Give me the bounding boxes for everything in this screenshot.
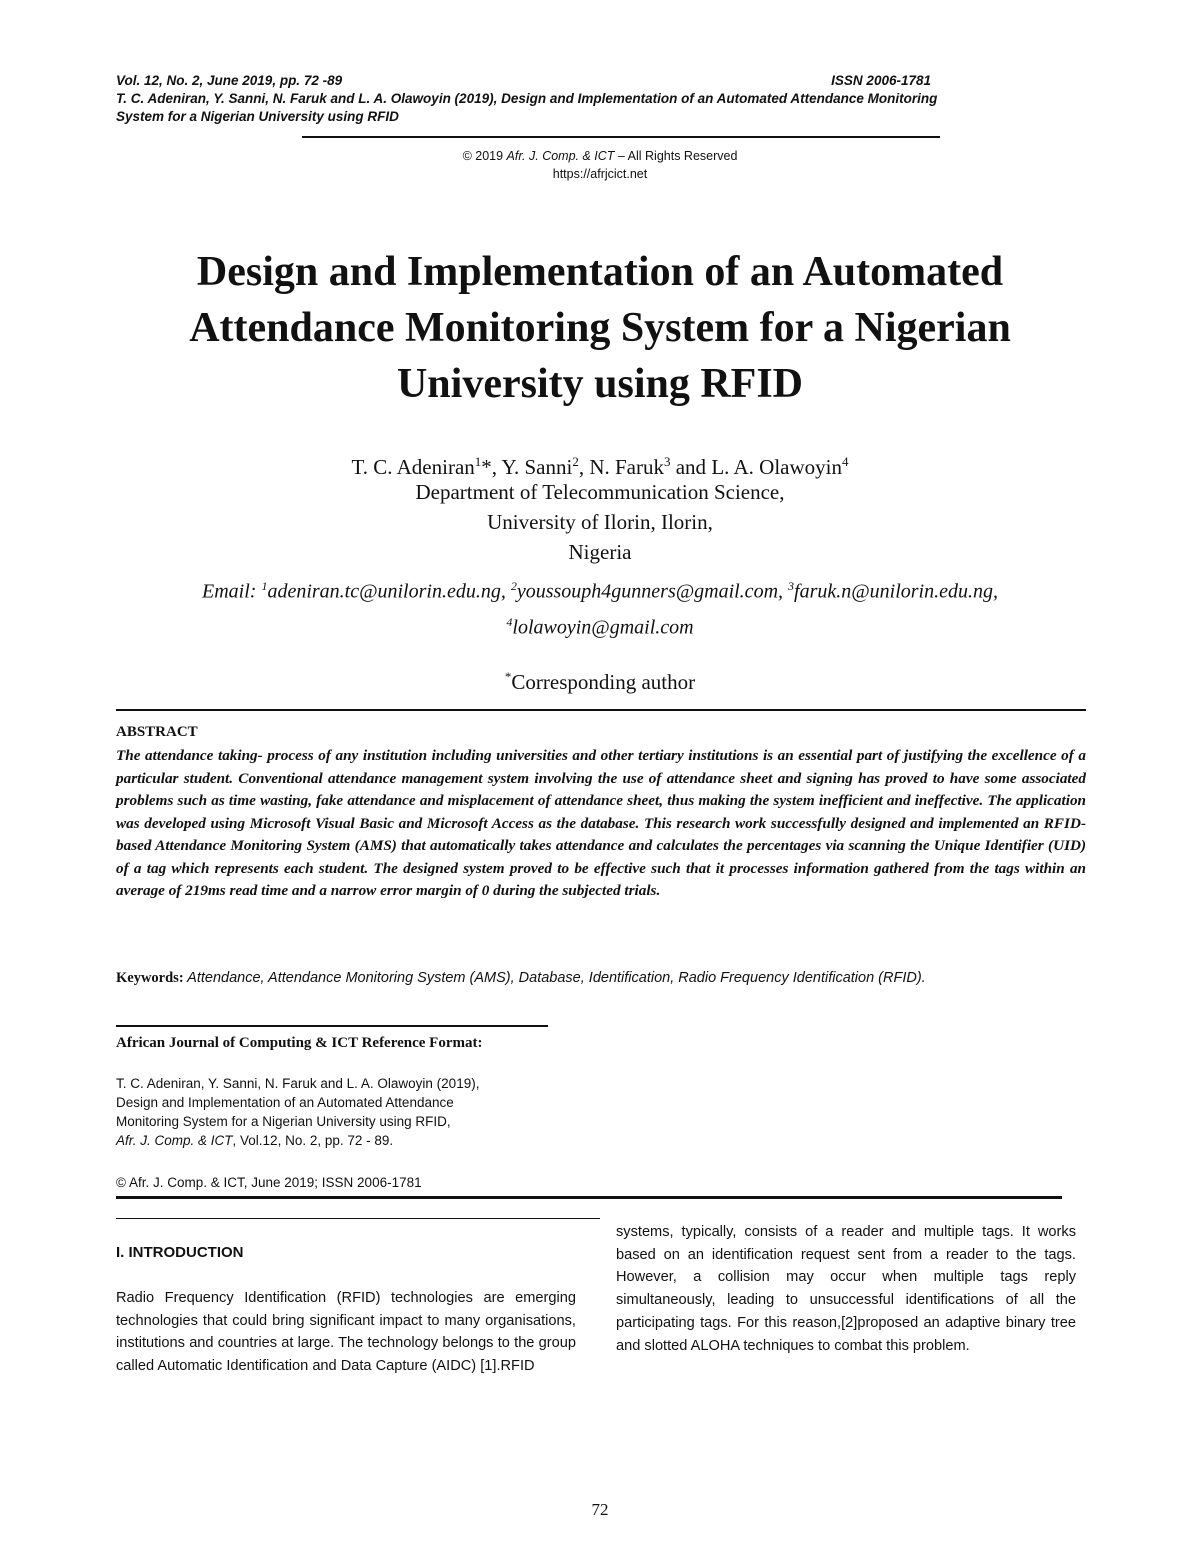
running-header bbox=[116, 72, 1091, 126]
reference-line2: Design and Implementation of an Automated Attendance bbox=[116, 1095, 454, 1110]
header-divider bbox=[302, 136, 940, 138]
copyright-prefix: © 2019 bbox=[462, 149, 507, 163]
reference-rule bbox=[116, 1025, 548, 1027]
header-issn: ISSN 2006-1781 bbox=[831, 73, 931, 88]
reference-copyright: © Afr. J. Comp. & ICT, June 2019; ISSN 2006-1781 bbox=[116, 1175, 422, 1190]
email-4[interactable]: lolawoyin@gmail.com bbox=[512, 616, 694, 639]
title-line2: Attendance Monitoring System for a Nigerian bbox=[189, 305, 1011, 351]
email-1[interactable]: adeniran.tc@unilorin.edu.ng, bbox=[267, 580, 511, 603]
email-3-sup: 3 bbox=[788, 579, 795, 593]
keywords-label: Keywords: bbox=[116, 970, 184, 986]
author-4: L. A. Olawoyin bbox=[711, 455, 842, 479]
page-number: 72 bbox=[591, 1500, 609, 1519]
email-2[interactable]: youssouph4gunners@gmail.com, bbox=[516, 580, 789, 603]
author-4-sup: 4 bbox=[841, 454, 849, 469]
title-line3: University using RFID bbox=[396, 361, 804, 407]
abstract-body: The attendance taking- process of any institution including universities and other tertiary institutions is an essential part of justifying the excellence of a particular student. Conventional attendance management system involving the use of attendance sheet and signing has proved to have some associated problems such as time wasting, fake attendance and misplacement of attendance sheet, thus making the system inefficient and ineffective. The application was developed using Microsoft Visual Basic and Microsoft Access as the database. This research work successfully designed and implemented an RFID-based Attendance Monitoring System (AMS) that automatically takes attendance and calculates the percentages via scanning the Unique Identifier (UID) of a tag which represents each student. The designed system proved to be effective such that it processes information gathered from the tags within an average of 219ms read time and a narrow error margin of 0 during the subjected trials. bbox=[116, 747, 1086, 899]
header-citation-line1: T. C. Adeniran, Y. Sanni, N. Faruk and L. A. Olawoyin (2019), Design and Implementation of an Automated Attendance Monitoring bbox=[116, 91, 938, 106]
journal-url: https://afrjcict.net bbox=[552, 167, 648, 181]
author-3-sup: 3 bbox=[663, 454, 671, 469]
corresponding-text: Corresponding author bbox=[511, 670, 696, 694]
author-1-mark: *, bbox=[481, 455, 502, 479]
email-line1 bbox=[100, 571, 1100, 607]
keywords-text: Attendance, Attendance Monitoring System (AMS), Database, Identification, Radio Frequency Identification (RFID). bbox=[183, 970, 926, 986]
author-sep-3: and bbox=[670, 455, 712, 479]
author-2: Y. Sanni bbox=[501, 455, 573, 479]
reference-volume: , Vol.12, No. 2, pp. 72 - 89. bbox=[232, 1133, 394, 1148]
title-line1: Design and Implementation of an Automated bbox=[196, 249, 1004, 295]
copyright-line bbox=[300, 147, 900, 165]
corresponding-mark: * bbox=[504, 669, 512, 684]
author-3: N. Faruk bbox=[589, 455, 664, 479]
header-volume: Vol. 12, No. 2, June 2019, pp. 72 -89 bbox=[116, 73, 343, 88]
affiliation bbox=[100, 477, 1100, 567]
copyright-block bbox=[300, 147, 900, 183]
email-3[interactable]: faruk.n@unilorin.edu.ng, bbox=[794, 580, 998, 603]
introduction-heading: I. INTRODUCTION bbox=[116, 1244, 244, 1261]
copyright-suffix: – All Rights Reserved bbox=[614, 149, 738, 163]
affiliation-line2: University of Ilorin, Ilorin, bbox=[487, 510, 713, 534]
affiliation-line3: Nigeria bbox=[568, 540, 632, 564]
reference-journal: Afr. J. Comp. & ICT bbox=[116, 1133, 233, 1148]
section-divider-thick bbox=[116, 1196, 1062, 1199]
author-1-sup: 1 bbox=[474, 454, 482, 469]
introduction-right-column: systems, typically, consists of a reader and multiple tags. It works based on an identification request sent from a reader to the tags. However, a collision may occur when multiple tags reply simultaneously, leading to unsuccessful identifications of all the participating tags. For this reason,[2]proposed an adaptive binary tree and slotted ALOHA techniques to combat this problem. bbox=[616, 1224, 1076, 1354]
email-2-sup: 2 bbox=[510, 579, 517, 593]
abstract-top-rule bbox=[116, 709, 1086, 711]
header-volume-line bbox=[116, 72, 1091, 90]
author-1: T. C. Adeniran bbox=[351, 455, 475, 479]
keywords bbox=[116, 968, 1086, 989]
corresponding-author bbox=[100, 662, 1100, 697]
email-line2 bbox=[100, 607, 1100, 643]
reference-line1: T. C. Adeniran, Y. Sanni, N. Faruk and L. A. Olawoyin (2019), bbox=[116, 1076, 480, 1091]
email-label: Email: bbox=[202, 580, 262, 603]
reference-line4 bbox=[116, 1131, 586, 1150]
copyright-journal: Afr. J. Comp. & ICT bbox=[506, 149, 615, 163]
introduction-left-column: Radio Frequency Identification (RFID) technologies are emerging technologies that could bring significant impact to many organisations, institutions and countries at large. The technology belongs to the group called Automatic Identification and Data Capture (AIDC) [1].RFID bbox=[116, 1290, 576, 1375]
email-4-sup: 4 bbox=[506, 614, 513, 629]
paper-title bbox=[100, 244, 1100, 412]
reference-format-body bbox=[116, 1074, 586, 1150]
author-2-sup: 2 bbox=[572, 454, 579, 469]
author-sep-2: , bbox=[578, 455, 590, 479]
affiliation-line1: Department of Telecommunication Science, bbox=[415, 480, 785, 504]
reference-line3: Monitoring System for a Nigerian University using RFID, bbox=[116, 1114, 451, 1129]
header-citation-line2: System for a Nigerian University using RFID bbox=[116, 109, 399, 124]
email-1-sup: 1 bbox=[261, 579, 268, 593]
email-block bbox=[100, 571, 1100, 642]
abstract-heading: ABSTRACT bbox=[116, 724, 198, 740]
reference-format-heading: African Journal of Computing & ICT Reference Format: bbox=[116, 1035, 483, 1051]
section-divider-thin bbox=[116, 1218, 600, 1219]
